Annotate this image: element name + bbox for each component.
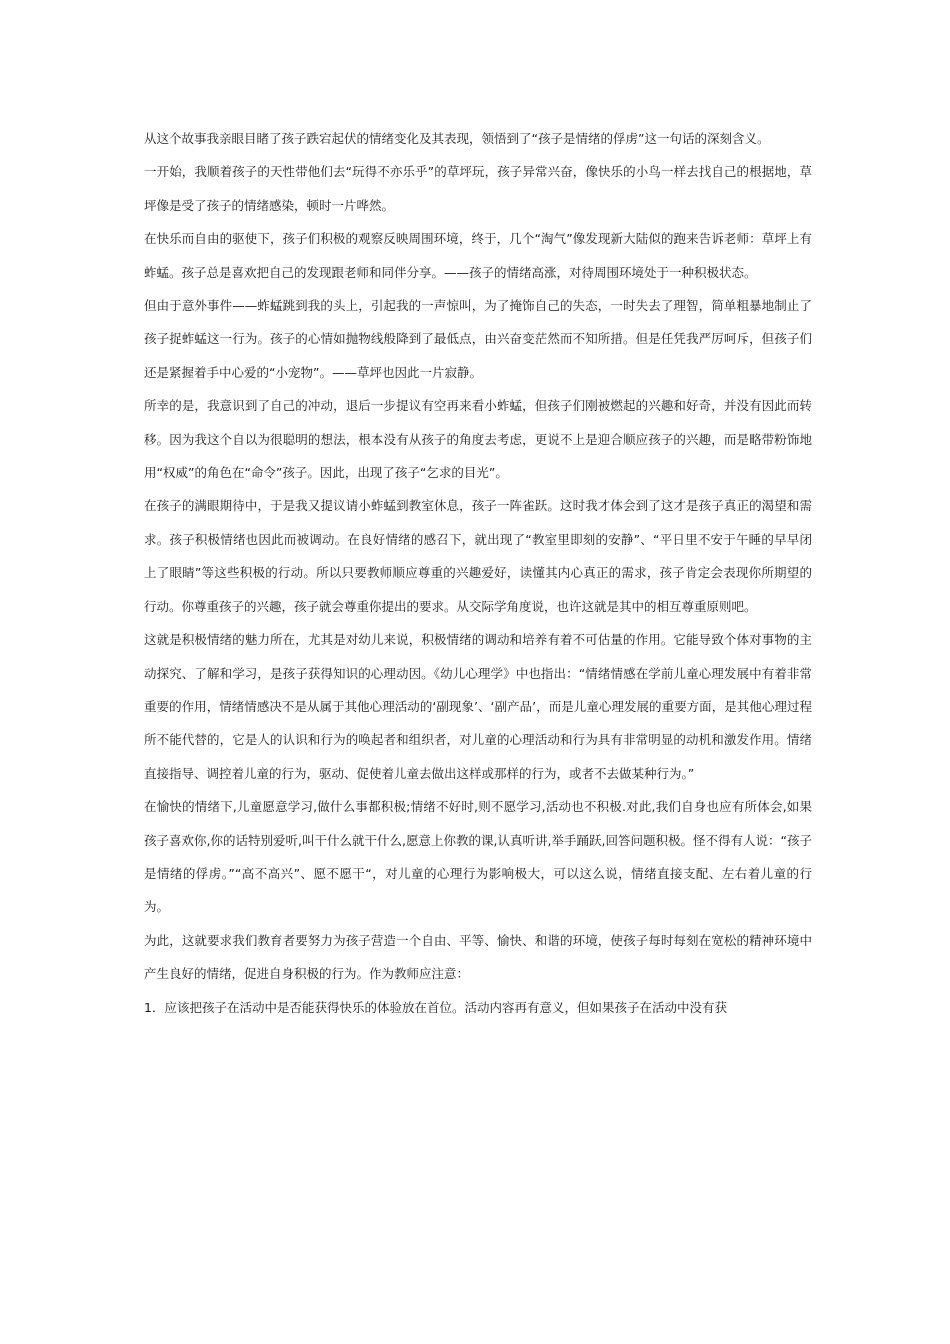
paragraph: 在孩子的满眼期待中，于是我又提议请小蚱蜢到教室休息，孩子一阵雀跃。这时我才体会到了这才是孩子真正的渴望和需求。孩子积极情绪也因此而被调动。在良好情绪的感召下，就出现了“教室里即刻的安静”、“平日里不安于午睡的早早闭上了眼睛”等这些积极的行动。所以只要教师顺应尊重的兴趣爱好，读懂其内心真正的需求，孩子肯定会表现你所期望的行动。你尊重孩子的兴趣，孩子就会尊重你提出的要求。从交际学角度说，也许这就是其中的相互尊重原则吧。 xyxy=(144,498,812,614)
paragraph: 在快乐而自由的驱使下，孩子们积极的观察反映周围环境，终于，几个“淘气”像发现新大陆似的跑来告诉老师：草坪上有蚱蜢。孩子总是喜欢把自己的发现跟老师和同伴分享。——孩子的情绪高涨，对待周围环境处于一种积极状态。 xyxy=(144,231,812,280)
list-item: 1．应该把孩子在活动中是否能获得快乐的体验放在首位。活动内容再有意义，但如果孩子在活动中没有获 xyxy=(144,999,727,1015)
paragraph: 但由于意外事件——蚱蜢跳到我的头上，引起我的一声惊叫，为了掩饰自己的失态，一时失去了理智，简单粗暴地制止了孩子捉蚱蜢这一行为。孩子的心情如抛物线般降到了最低点，由兴奋变茫然而不知所措。但是任凭我严厉呵斥，但孩子们还是紧握着手中心爱的“小宠物”。——草坪也因此一片寂静。 xyxy=(144,298,812,380)
paragraph: 一开始，我顺着孩子的天性带他们去“玩得不亦乐乎”的草坪玩，孩子异常兴奋，像快乐的小鸟一样去找自己的根据地，草坪像是受了孩子的情绪感染，顿时一片哗然。 xyxy=(144,164,812,213)
paragraph: 在愉快的情绪下,儿童愿意学习,做什么事都积极;情绪不好时,则不愿学习,活动也不积极.对此,我们自身也应有所体会,如果孩子喜欢你,你的话特别爱听,叫干什么就干什么,愿意上你教的课,认真听讲,举手踊跃,回答问题积极。怪不得有人说：“孩子是情绪的俘虏。”“高不高兴”、愿不愿干“，对儿童的心理行为影响极大，可以这么说，情绪直接支配、左右着儿童的行为。 xyxy=(144,799,812,915)
paragraph: 这就是积极情绪的魅力所在，尤其是对幼儿来说，积极情绪的调动和培养有着不可估量的作用。它能导致个体对事物的主动探究、了解和学习，是孩子获得知识的心理动因。《幼儿心理学》中也指出：“情绪情感在学前儿童心理发展中有着非常重要的作用，情绪情感决不是从属于其他心理活动的‘副现象’、‘副产品’，而是儿童心理发展的重要方面，是其他心理过程所不能代替的，它是人的认识和行为的唤起者和组织者，对儿童的心理活动和行为具有非常明显的动机和激发作用。情绪直接指导、调控着儿童的行为，驱动、促使着儿童去做出这样或那样的行为，或者不去做某种行为。” xyxy=(144,632,812,781)
paragraph: 从这个故事我亲眼目睹了孩子跌宕起伏的情绪变化及其表现，领悟到了“孩子是情绪的俘虏”这一句话的深刻含义。 xyxy=(144,131,770,146)
paragraph: 为此，这就要求我们教育者要努力为孩子营造一个自由、平等、愉快、和谐的环境，使孩子每时每刻在宽松的精神环境中产生良好的情绪，促进自身积极的行为。作为教师应注意： xyxy=(144,932,812,982)
paragraph: 所幸的是，我意识到了自己的冲动，退后一步提议有空再来看小蚱蜢，但孩子们刚被燃起的兴趣和好奇，并没有因此而转移。因为我这个自以为很聪明的想法，根本没有从孩子的角度去考虑，更说不上是迎合顺应孩子的兴趣，而是略带粉饰地用“权威”的角色在“命令”孩子。因此，出现了孩子“乞求的目光”。 xyxy=(144,398,812,481)
document-body xyxy=(144,122,812,1024)
